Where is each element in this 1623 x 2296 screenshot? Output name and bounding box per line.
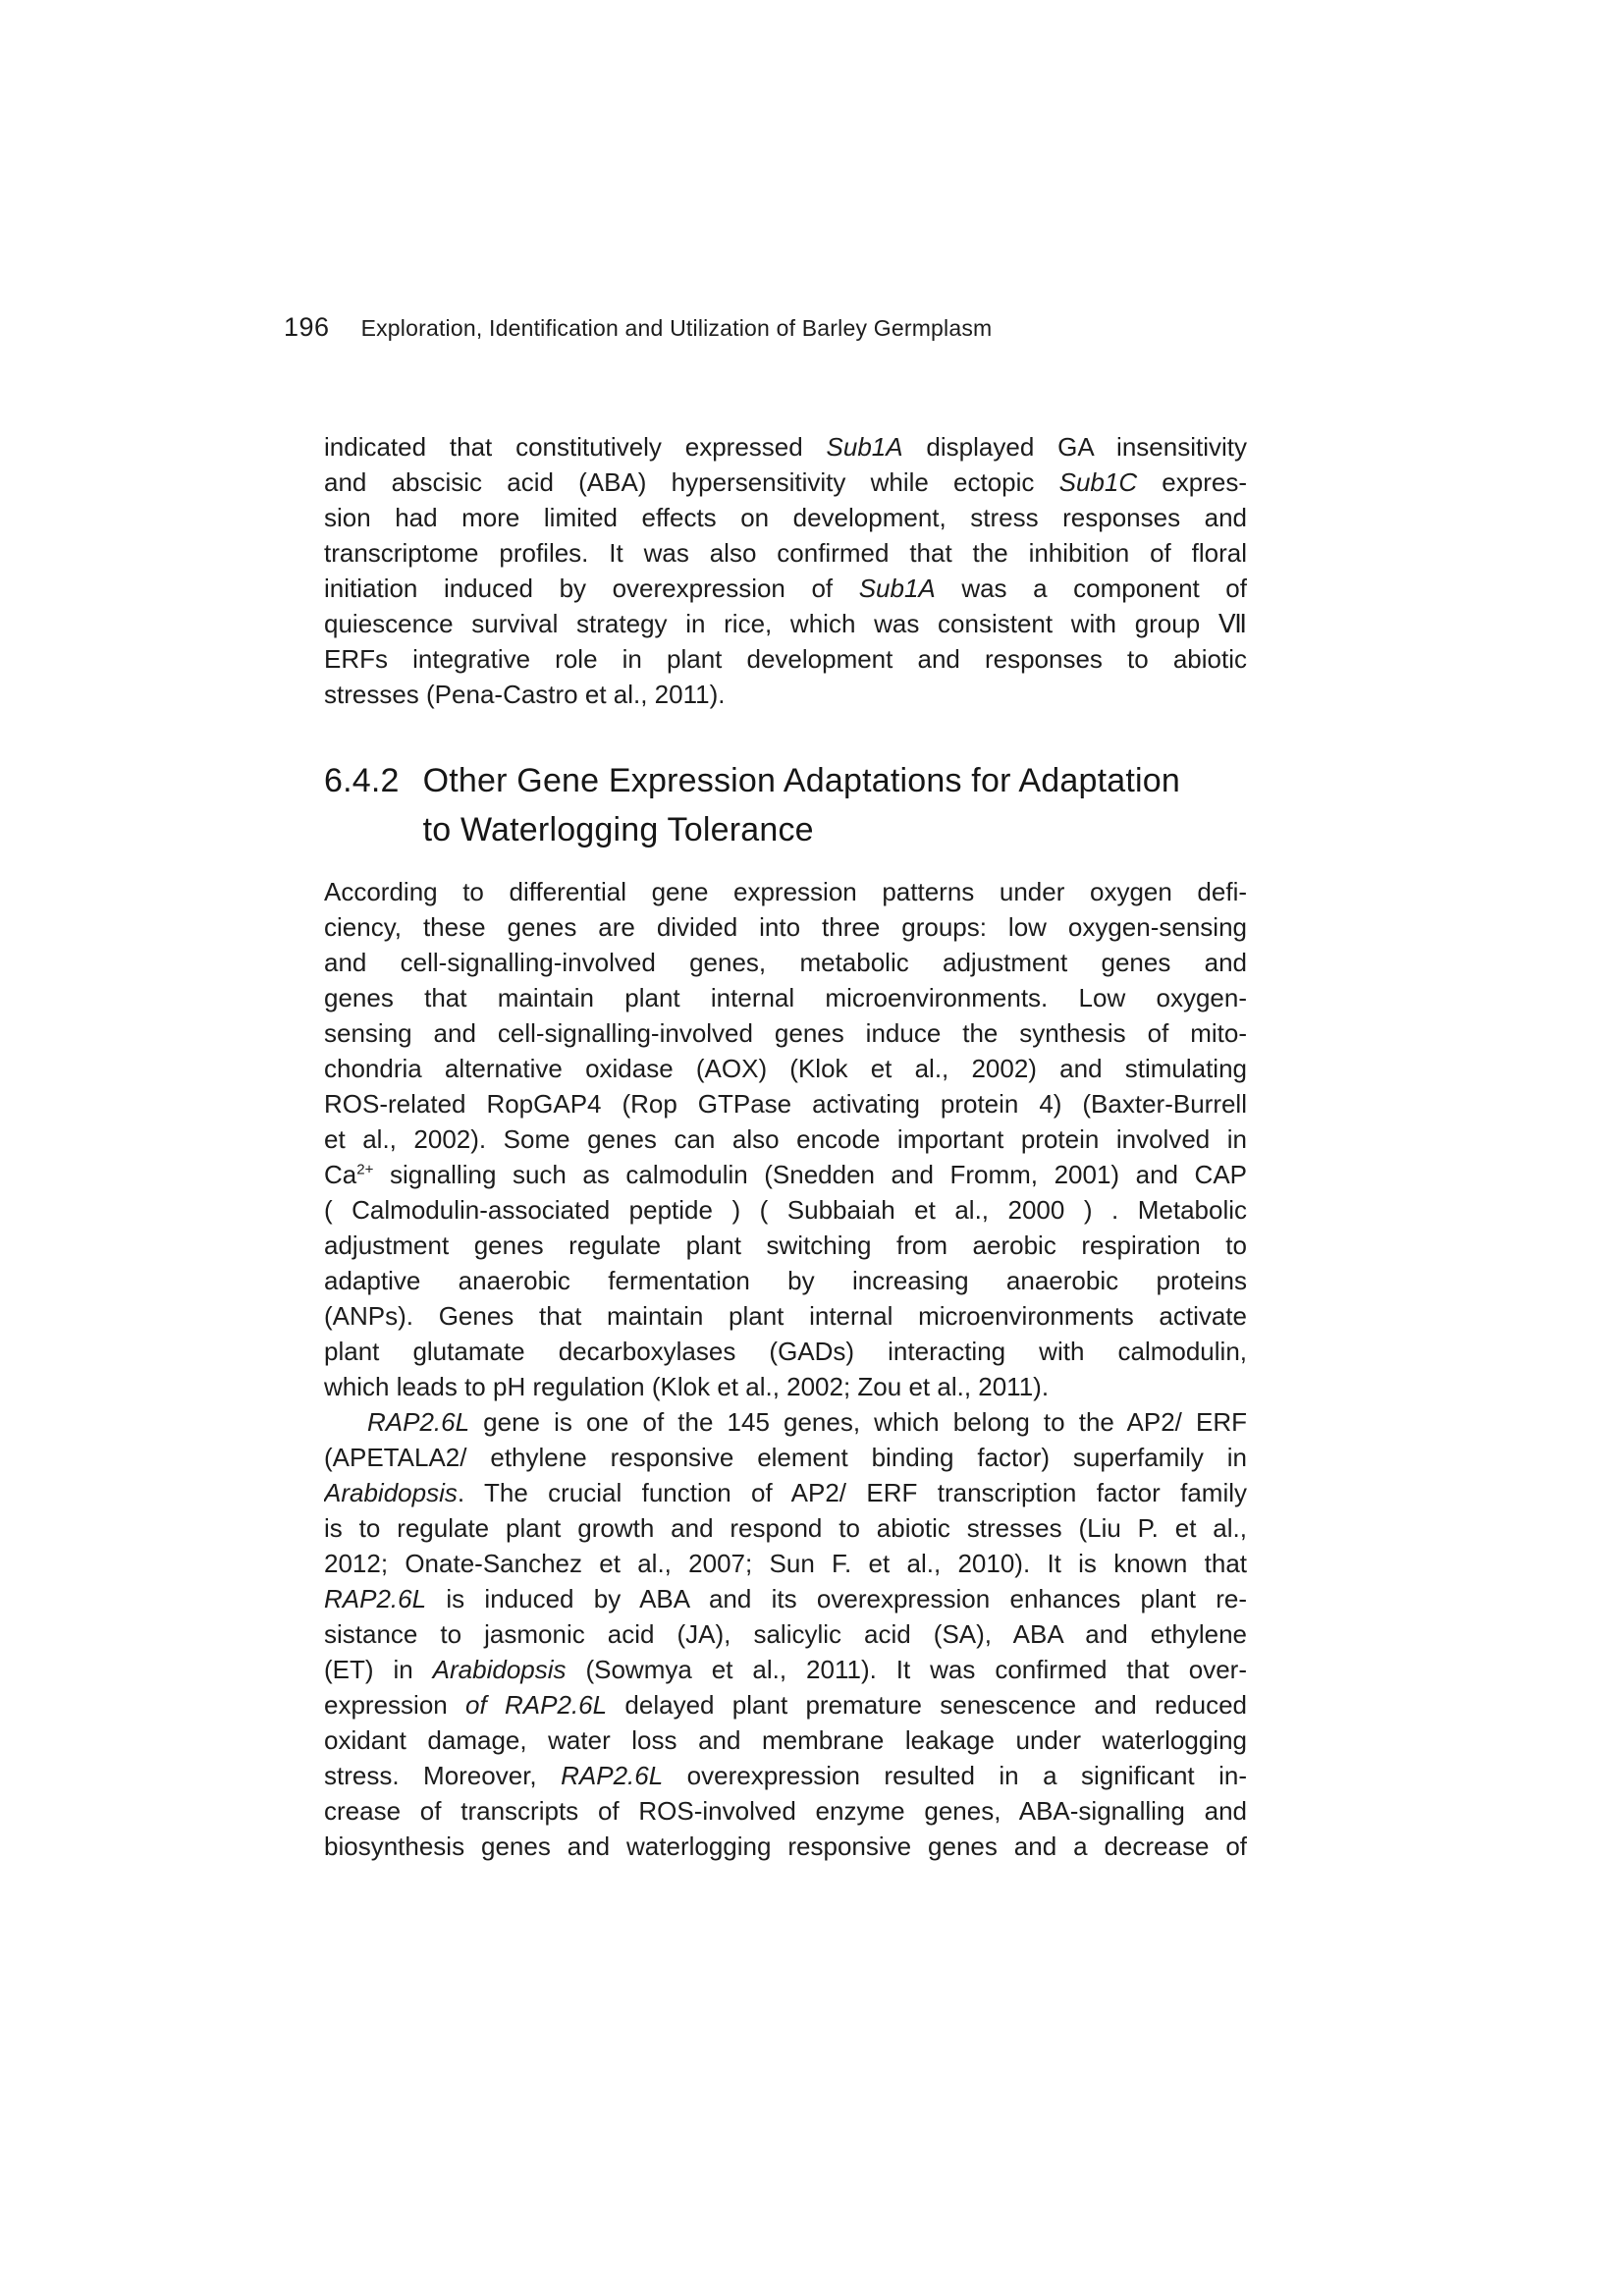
- section-title-line-1: Other Gene Expression Adaptations for Adaptation: [422, 762, 1180, 799]
- text-line: indicated that constitutively expressed Sub1A displayed GA insensitivity: [324, 432, 1247, 462]
- text-line: transcriptome profiles. It was also confirmed that the inhibition of floral: [324, 538, 1247, 568]
- text-line: adjustment genes regulate plant switching from aerobic respiration to: [324, 1230, 1247, 1260]
- text-line: (ET) in Arabidopsis (Sowmya et al., 2011). It was confirmed that over-: [324, 1655, 1247, 1684]
- text-line: (ANPs). Genes that maintain plant internal microenvironments activate: [324, 1301, 1247, 1331]
- running-header: [284, 312, 992, 343]
- text-line: initiation induced by overexpression of Sub1A was a component of: [324, 574, 1247, 603]
- text-line: RAP2.6L gene is one of the 145 genes, which belong to the AP2/ ERF: [367, 1407, 1247, 1437]
- paragraph-1: [324, 429, 1247, 712]
- text-line: chondria alternative oxidase (AOX) (Klok et al., 2002) and stimulating: [324, 1054, 1247, 1083]
- text-line: and cell-signalling-involved genes, metabolic adjustment genes and: [324, 948, 1247, 977]
- text-line: sensing and cell-signalling-involved genes induce the synthesis of mito-: [324, 1018, 1247, 1048]
- page-number: 196: [284, 312, 330, 342]
- text-line: ciency, these genes are divided into three groups: low oxygen-sensing: [324, 912, 1247, 942]
- text-line: sistance to jasmonic acid (JA), salicylic acid (SA), ABA and ethylene: [324, 1619, 1247, 1649]
- text-line: sion had more limited effects on development, stress responses and: [324, 503, 1247, 532]
- paragraph-2: [324, 874, 1247, 1404]
- text-line: biosynthesis genes and waterlogging responsive genes and a decrease of: [324, 1831, 1247, 1861]
- paragraph-3: [324, 1404, 1247, 1864]
- text-line: crease of transcripts of ROS-involved enzyme genes, ABA-signalling and: [324, 1796, 1247, 1826]
- text-line: which leads to pH regulation (Klok et al., 2002; Zou et al., 2011).: [324, 1372, 1050, 1401]
- text-line: plant glutamate decarboxylases (GADs) interacting with calmodulin,: [324, 1337, 1247, 1366]
- text-line: Arabidopsis. The crucial function of AP2/ ERF transcription factor family: [324, 1478, 1247, 1507]
- text-line: ERFs integrative role in plant development and responses to abiotic: [324, 644, 1247, 674]
- section-heading: [324, 756, 1267, 854]
- text-line: (APETALA2/ ethylene responsive element binding factor) superfamily in: [324, 1443, 1247, 1472]
- text-line: RAP2.6L is induced by ABA and its overexpression enhances plant re-: [324, 1584, 1247, 1613]
- running-title: Exploration, Identification and Utilization of Barley Germplasm: [360, 315, 993, 341]
- text-line: expression of RAP2.6L delayed plant premature senescence and reduced: [324, 1690, 1247, 1720]
- section-title-line-2: to Waterlogging Tolerance: [422, 811, 814, 848]
- section-number: 6.4.2: [324, 762, 400, 799]
- text-line: 2012; Onate-Sanchez et al., 2007; Sun F. et al., 2010). It is known that: [324, 1549, 1247, 1578]
- text-line: oxidant damage, water loss and membrane leakage under waterlogging: [324, 1725, 1247, 1755]
- text-line: ROS-related RopGAP4 (Rop GTPase activating protein 4) (Baxter-Burrell: [324, 1089, 1247, 1119]
- text-line: and abscisic acid (ABA) hypersensitivity while ectopic Sub1C expres-: [324, 467, 1247, 497]
- text-line: genes that maintain plant internal microenvironments. Low oxygen-: [324, 983, 1247, 1012]
- text-line: $Ca^{2+}$ signalling such as calmodulin (Snedden and Fromm, 2001) and CAP: [324, 1160, 1247, 1189]
- section-title: [423, 756, 1180, 854]
- text-line: ( Calmodulin-associated peptide ) ( Subbaiah et al., 2000 ) . Metabolic: [324, 1195, 1247, 1225]
- text-line: stresses (Pena-Castro et al., 2011).: [324, 680, 726, 709]
- text-line: quiescence survival strategy in rice, which was consistent with group Ⅶ: [324, 609, 1247, 638]
- text-line: According to differential gene expression patterns under oxygen defi-: [324, 877, 1247, 906]
- text-line: stress. Moreover, RAP2.6L overexpression resulted in a significant in-: [324, 1761, 1247, 1790]
- text-line: et al., 2002). Some genes can also encode important protein involved in: [324, 1124, 1247, 1154]
- text-line: is to regulate plant growth and respond to abiotic stresses (Liu P. et al.,: [324, 1513, 1247, 1543]
- text-line: adaptive anaerobic fermentation by increasing anaerobic proteins: [324, 1266, 1247, 1295]
